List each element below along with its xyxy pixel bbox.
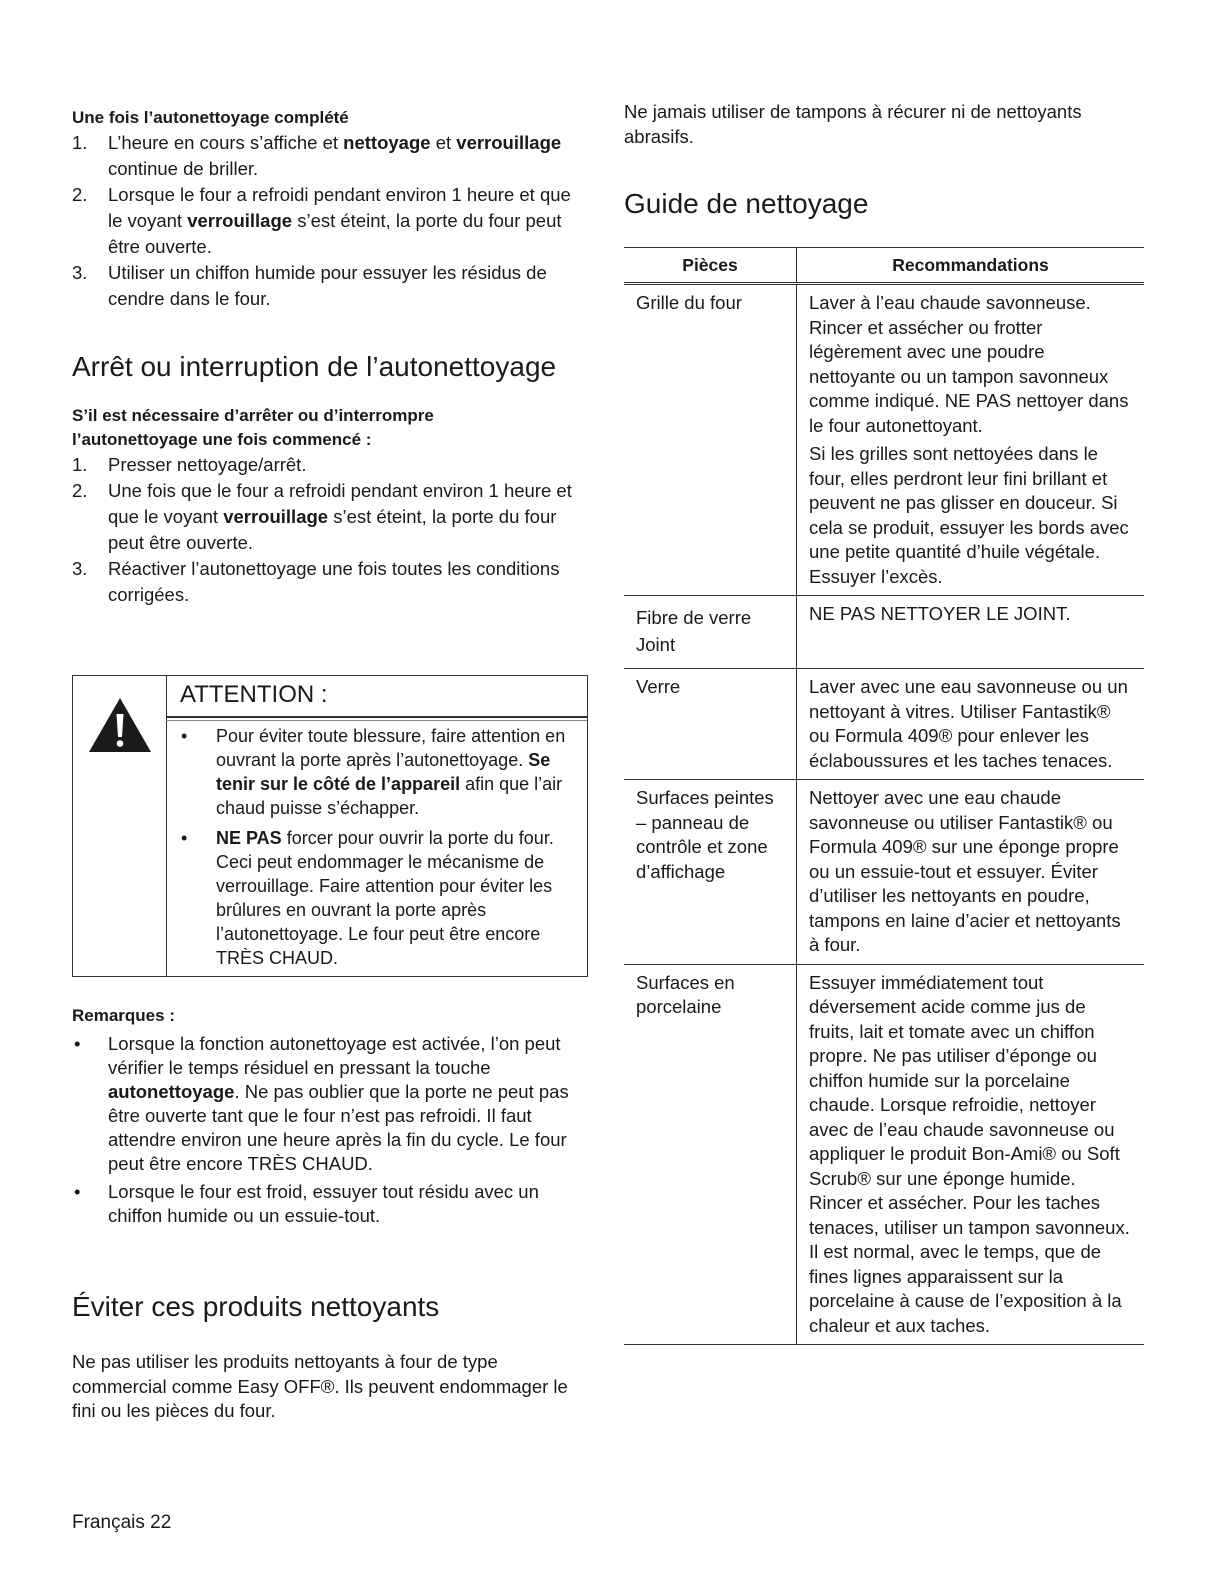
attention-box — [72, 675, 588, 977]
list-item: 2. Lorsque le four a refroidi pendant environ 1 heure et que le voyant verrouillage s’est éteint, la porte du four peut être ouverte. — [72, 184, 571, 257]
table-row — [624, 596, 1144, 669]
right-column — [624, 100, 1144, 1345]
list-item: • Lorsque la fonction autonettoyage est activée, l’on peut vérifier le temps résiduel en pressant la touche autonettoyage. Ne pas oublier que la porte ne peut pas être ouverte tant que le four n’est pas refroidi. Il faut attendre environ une heure après la fin du cycle. Le four peut être encore TRÈS CHAUD. — [74, 1033, 569, 1174]
stop-steps — [72, 452, 588, 608]
recommendation-cell: Nettoyer avec une eau chaude savonneuse ou utiliser Fantastik® ou Formula 409® sur une éponge propre ou un essuie-tout et essuyer. Éviter d’utiliser les nettoyants en poudre, tampons en laine d’acier et nettoyants à four. — [797, 780, 1145, 965]
table-row — [624, 284, 1144, 596]
abrasive-warning-text: Ne jamais utiliser de tampons à récurer ni de nettoyants abrasifs. — [624, 101, 1082, 147]
table-header-row — [624, 248, 1144, 284]
avoid-section-title: Éviter ces produits nettoyants — [72, 1291, 440, 1322]
column-header-pieces: Pièces — [624, 248, 797, 284]
table-row — [624, 964, 1144, 1345]
list-item: • NE PAS forcer pour ouvrir la porte du four. Ceci peut endommager le mécanisme de verrouillage. Faire attention pour éviter les brûlures en ouvrant la porte après l’autonettoyage. Le four peut être encore TRÈS CHAUD. — [181, 828, 554, 968]
list-item: 1. Presser nettoyage/arrêt. — [72, 454, 307, 475]
stop-sub-heading-line-2: l’autonettoyage une fois commencé : — [72, 430, 372, 449]
page-footer: Français 22 — [72, 1512, 172, 1533]
recommendation-cell: NE PAS NETTOYER LE JOINT. — [797, 596, 1145, 669]
piece-cell: Grille du four — [624, 284, 797, 596]
avoid-section-text: Ne pas utiliser les produits nettoyants à four de type commercial comme Easy OFF®. Ils peuvent endommager le fini ou les pièces du four. — [72, 1351, 568, 1421]
autoclean-complete-heading: Une fois l’autonettoyage complété — [72, 108, 349, 127]
autoclean-complete-steps — [72, 130, 588, 312]
list-item: • Pour éviter toute blessure, faire attention en ouvrant la porte après l’autonettoyage. Se tenir sur le côté de l’appareil afin que l’air chaud puisse s’échapper. — [181, 726, 566, 818]
list-item: 3. Utiliser un chiffon humide pour essuyer les résidus de cendre dans le four. — [72, 262, 547, 309]
recommendation-cell: Essuyer immédiatement tout déversement acide comme jus de fruits, lait et tomate avec un chiffon propre. Ne pas utiliser d’éponge ou chiffon humide sur la porcelaine chaude. Lorsque refroidie, nettoyer avec de l’eau chaude savonneuse ou appliquer le produit Bon-Ami® ou Soft Scrub® sur une éponge humide. Rincer et assécher. Pour les taches tenaces, utiliser un tampon savonneux. Il est normal, avec le temps, que de fines lignes apparaissent sur la porcelaine à cause de l’exposition à la chaleur et aux taches. — [797, 964, 1145, 1345]
attention-title: ATTENTION : — [180, 681, 328, 708]
stop-sub-heading-line-1: S’il est nécessaire d’arrêter ou d’interrompre — [72, 406, 434, 425]
guide-title: Guide de nettoyage — [624, 188, 869, 219]
list-item: 3. Réactiver l’autonettoyage une fois toutes les conditions corrigées. — [72, 558, 560, 605]
recommendation-cell: Laver avec une eau savonneuse ou un nettoyant à vitres. Utiliser Fantastik® ou Formula 409® pour enlever les éclaboussures et les taches tenaces. — [797, 669, 1145, 780]
column-header-recommandations: Recommandations — [797, 248, 1145, 284]
piece-cell: Surfaces peintes – panneau de contrôle et zone d’affichage — [624, 780, 797, 965]
remarks-heading: Remarques : — [72, 1006, 175, 1025]
table-row — [624, 669, 1144, 780]
attention-icon-cell — [73, 676, 167, 976]
remarks-section — [72, 1004, 588, 1424]
cleaning-guide-table — [624, 247, 1144, 1345]
table-row — [624, 780, 1144, 965]
list-item: 1. L’heure en cours s’affiche et nettoyage et verrouillage continue de briller. — [72, 132, 562, 179]
left-column — [72, 106, 588, 608]
recommendation-cell: Laver à l’eau chaude savonneuse. Rincer et assécher ou frotter légèrement avec une poudre nettoyante ou un tampon savonneux comme indiqué. NE PAS nettoyer dans le four autonettoyant. Si les grilles sont nettoyées dans le four, elles perdront leur fini brillant et peuvent ne pas glisser en douceur. Si cela se produit, essuyer les bords avec une petite quantité d’huile végétale. Essuyer l’excès. — [797, 284, 1145, 596]
stop-section-title: Arrêt ou interruption de l’autonettoyage — [72, 351, 557, 382]
attention-divider — [166, 720, 587, 721]
piece-cell: Verre — [624, 669, 797, 780]
list-item: 2. Une fois que le four a refroidi pendant environ 1 heure et que le voyant verrouillage s’est éteint, la porte du four peut être ouverte. — [72, 480, 572, 553]
piece-cell: Surfaces en porcelaine — [624, 964, 797, 1345]
warning-triangle-icon — [87, 696, 153, 754]
attention-content — [179, 724, 577, 976]
attention-title-row — [166, 676, 587, 718]
list-item: • Lorsque le four est froid, essuyer tout résidu avec un chiffon humide ou un essuie-tout. — [74, 1181, 539, 1226]
piece-cell: Fibre de verre Joint — [624, 596, 797, 669]
